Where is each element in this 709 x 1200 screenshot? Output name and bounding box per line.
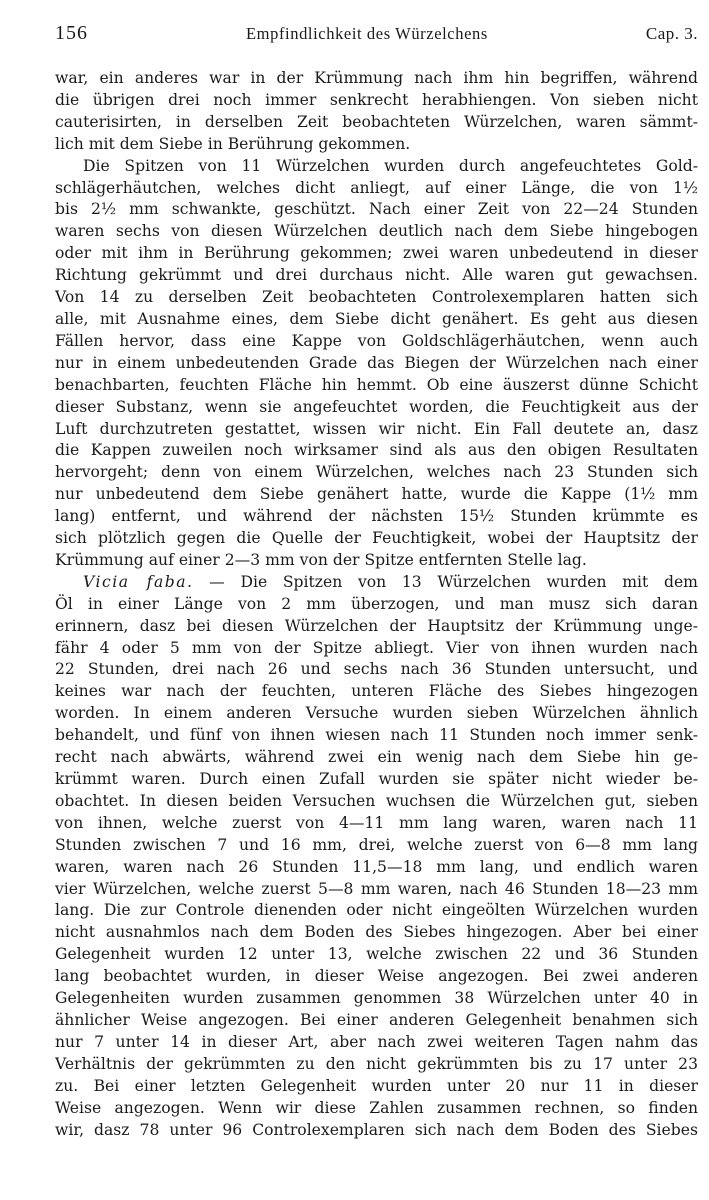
text-line: behandelt, und fünf von ihnen wiesen nach 11 Stunden noch immer senk- bbox=[55, 726, 698, 745]
text-line: keines war nach der feuchten, unteren Fläche des Siebes hingezogen bbox=[55, 682, 698, 701]
text-line: erinnern, dasz bei diesen Würzelchen der Hauptsitz der Krümmung unge- bbox=[55, 616, 698, 635]
text-line: lang beobachtet wurden, in dieser Weise angezogen. Bei zwei anderen bbox=[55, 967, 698, 986]
text-line: 22 Stunden, drei nach 26 und sechs nach 36 Stunden untersucht, und bbox=[55, 660, 698, 679]
chapter-label: Cap. 3. bbox=[645, 24, 698, 43]
text-line: die übrigen drei noch immer senkrecht herabhiengen. Von sieben nicht bbox=[55, 90, 698, 109]
paragraph-3 bbox=[55, 572, 698, 1142]
paragraph-2 bbox=[55, 156, 698, 572]
text-line: Gelegenheit wurden 12 unter 13, welche zwischen 22 und 36 Stunden bbox=[55, 945, 698, 964]
text-line: cauterisirten, in derselben Zeit beobachteten Würzelchen, waren sämmt- bbox=[55, 112, 698, 131]
text-line: sich plötzlich gegen die Quelle der Feuchtigkeit, wobei der Hauptsitz der bbox=[55, 529, 698, 548]
text-line: oder mit ihm in Berührung gekommen; zwei waren unbedeutend in dieser bbox=[55, 244, 698, 263]
paragraph-1 bbox=[55, 68, 698, 156]
text-line: alle, mit Ausnahme eines, dem Siebe dicht genähert. Es geht aus diesen bbox=[55, 309, 698, 328]
text-line: Gelegenheiten wurden zusammen genommen 38 Würzelchen unter 40 in bbox=[55, 989, 698, 1008]
text-line: recht nach abwärts, während zwei ein wenig nach dem Siebe hin ge- bbox=[55, 748, 698, 767]
text-line: war, ein anderes war in der Krümmung nach ihm hin begriffen, während bbox=[55, 69, 698, 87]
page-number: 156 bbox=[55, 22, 88, 44]
text-line: worden. In einem anderen Versuche wurden sieben Würzelchen ähnlich bbox=[55, 704, 698, 723]
text-line: fähr 4 oder 5 mm von der Spitze abliegt. Vier von ihnen wurden nach bbox=[55, 638, 698, 657]
text-line: Von 14 zu derselben Zeit beobachteten Controlexemplaren hatten sich bbox=[55, 288, 698, 307]
text-line bbox=[55, 572, 698, 594]
body-text bbox=[55, 68, 698, 1141]
text-line: Die Spitzen von 11 Würzelchen wurden durch angefeuchtetes Gold- bbox=[83, 156, 698, 175]
text-line: schlägerhäutchen, welches dicht anliegt, auf einer Länge, die von 1½ bbox=[55, 178, 698, 197]
text-line: hervorgeht; denn von einem Würzelchen, welches nach 23 Stunden sich bbox=[55, 463, 698, 482]
text-line: ähnlicher Weise angezogen. Bei einer anderen Gelegenheit benahmen sich bbox=[55, 1010, 698, 1029]
text-line: Fällen hervor, dass eine Kappe von Goldschlägerhäutchen, wenn auch bbox=[55, 331, 698, 350]
text-line: obachtet. In diesen beiden Versuchen wuchsen die Würzelchen gut, sieben bbox=[55, 791, 698, 810]
text-line: nicht ausnahmlos nach dem Boden des Siebes hingezogen. Aber bei einer bbox=[55, 923, 698, 942]
text-line: von ihnen, welche zuerst von 4—11 mm lang waren, waren nach 11 bbox=[55, 813, 698, 832]
text-line: bis 2½ mm schwankte, geschützt. Nach einer Zeit von 22—24 Stunden bbox=[55, 200, 698, 219]
text-line: vier Würzelchen, welche zuerst 5—8 mm waren, nach 46 Stunden 18—23 mm bbox=[55, 879, 698, 898]
text-line: Krümmung auf einer 2—3 mm von der Spitze entfernten Stelle lag. bbox=[55, 550, 587, 569]
text-line: lang. Die zur Controle dienenden oder nicht eingeölten Würzelchen wurden bbox=[55, 901, 698, 920]
text-line: nur 7 unter 14 in dieser Art, aber nach zwei weiteren Tagen nahm das bbox=[55, 1032, 698, 1051]
text-line: Weise angezogen. Wenn wir diese Zahlen zusammen rechnen, so finden bbox=[55, 1098, 698, 1117]
text-line: dieser Substanz, wenn sie angefeuchtet worden, die Feuchtigkeit aus der bbox=[55, 397, 698, 416]
text-line: benachbarten, feuchten Fläche hin hemmt. Ob eine äuszerst dünne Schicht bbox=[55, 375, 698, 394]
text-line: Öl in einer Länge von 2 mm überzogen, und man musz sich daran bbox=[55, 594, 698, 613]
text-line: waren, waren nach 26 Stunden 11,5—18 mm lang, und endlich waren bbox=[55, 857, 698, 876]
text-line: lang) entfernt, und während der nächsten 15½ Stunden krümmte es bbox=[55, 507, 698, 526]
text-line-rest: — Die Spitzen von 13 Würzelchen wurden mit dem bbox=[209, 572, 698, 591]
text-line: krümmt waren. Durch einen Zufall wurden sie später nicht wieder be- bbox=[55, 770, 698, 788]
species-name: Vicia faba. bbox=[83, 572, 194, 591]
book-page bbox=[55, 22, 698, 1141]
text-line: waren sechs von diesen Würzelchen deutlich nach dem Siebe hingebogen bbox=[55, 222, 698, 241]
running-head bbox=[55, 22, 698, 62]
text-line: Verhältnis der gekrümmten zu den nicht gekrümmten bis zu 17 unter 23 bbox=[55, 1054, 698, 1073]
text-line: Richtung gekrümmt und drei durchaus nicht. Alle waren gut gewachsen. bbox=[55, 266, 698, 285]
text-line: Luft durchzutreten gestattet, wissen wir nicht. Ein Fall deutete an, dasz bbox=[55, 419, 698, 438]
running-title: Empfindlichkeit des Würzelchens bbox=[245, 24, 488, 43]
text-line: nur in einem unbedeutenden Grade das Biegen der Würzelchen nach einer bbox=[55, 353, 698, 372]
text-line: nur unbedeutend dem Siebe genähert hatte, wurde die Kappe (1½ mm bbox=[55, 485, 698, 504]
text-line: zu. Bei einer letzten Gelegenheit wurden unter 20 nur 11 in dieser bbox=[55, 1076, 698, 1095]
text-line: wir, dasz 78 unter 96 Controlexemplaren sich nach dem Boden des Siebes bbox=[55, 1120, 698, 1139]
text-line: die Kappen zuweilen noch wirksamer sind als aus den obigen Resultaten bbox=[55, 441, 698, 460]
text-line: Stunden zwischen 7 und 16 mm, drei, welche zuerst von 6—8 mm lang bbox=[55, 835, 698, 854]
text-line: lich mit dem Siebe in Berührung gekommen. bbox=[55, 134, 411, 153]
